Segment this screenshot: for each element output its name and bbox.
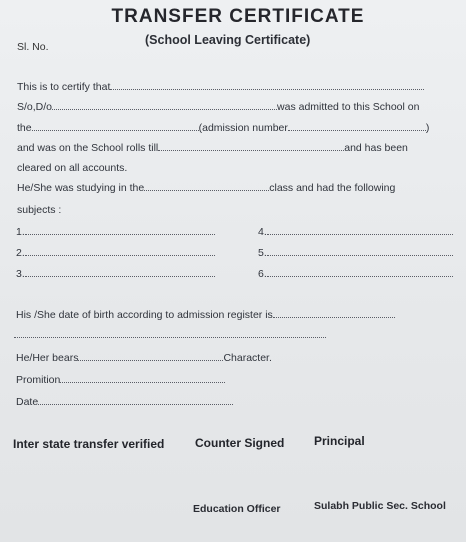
counter-signed: Counter Signed — [195, 436, 285, 450]
rolls-till-blank — [158, 149, 344, 151]
subject-1 — [16, 226, 215, 238]
class-following-label: class and had the following — [269, 182, 396, 194]
subject-6 — [258, 268, 453, 280]
subject-blank — [267, 233, 453, 235]
admitted-label: was admitted to this School on — [277, 101, 420, 113]
education-officer: Education Officer — [193, 503, 281, 515]
the-label: the — [17, 122, 32, 134]
character-line — [16, 352, 272, 364]
date-label: Date — [16, 396, 39, 408]
admission-line — [17, 122, 429, 134]
promition-label: Promition — [16, 374, 61, 386]
subject-number: 4. — [258, 226, 267, 238]
sodo-label: S/o,D/o — [17, 101, 53, 113]
dob-line — [16, 309, 395, 321]
subject-number: 3. — [16, 268, 25, 280]
school-name: Sulabh Public Sec. School — [314, 500, 446, 512]
bears-label: He/Her bears — [16, 352, 79, 364]
admission-date-blank — [32, 129, 199, 131]
subject-blank — [267, 275, 453, 277]
subject-3 — [16, 268, 215, 280]
subject-number: 6. — [258, 268, 267, 280]
dob-label: His /She date of birth according to admission register is — [16, 309, 273, 321]
rolls-line — [17, 142, 408, 154]
cleared-text: cleared on all accounts. — [17, 162, 128, 174]
principal-label: Principal — [314, 434, 365, 448]
has-been-label: and has been — [344, 142, 408, 154]
date-blank — [38, 403, 233, 405]
studying-label: He/She was studying in the — [17, 182, 145, 194]
subject-blank — [25, 275, 215, 277]
promotion-line — [16, 374, 225, 386]
admission-number-blank — [288, 129, 426, 131]
subject-blank — [25, 254, 215, 256]
subject-5 — [258, 247, 453, 259]
character-blank — [78, 359, 223, 361]
rolls-label: and was on the School rolls till — [17, 142, 159, 154]
class-line — [17, 182, 395, 194]
certify-line — [17, 81, 424, 93]
subject-4 — [258, 226, 453, 238]
admission-number-label: (admission number — [198, 122, 288, 134]
subject-number: 1. — [16, 226, 25, 238]
subject-blank — [267, 254, 453, 256]
parent-line — [17, 101, 419, 113]
student-name-blank — [110, 88, 424, 90]
inter-state-verified: Inter state transfer verified — [13, 437, 165, 451]
serial-number-label: Sl. No. — [17, 41, 49, 53]
character-label: Character. — [223, 352, 272, 364]
date-line — [16, 396, 233, 408]
subject-2 — [16, 247, 215, 259]
subject-blank — [25, 233, 215, 235]
promotion-blank — [60, 381, 225, 383]
dob-continuation-blank — [14, 337, 326, 338]
parent-name-blank — [52, 108, 277, 110]
certificate-subtitle: (School Leaving Certificate) — [145, 33, 311, 47]
class-blank — [144, 189, 269, 191]
certify-label: This is to certify that — [17, 81, 111, 93]
subject-number: 2. — [16, 247, 25, 259]
dob-blank — [273, 316, 395, 318]
subject-number: 5. — [258, 247, 267, 259]
certificate-title: TRANSFER CERTIFICATE — [111, 6, 365, 27]
subjects-label: subjects : — [17, 204, 62, 216]
close-paren: ) — [425, 122, 430, 134]
